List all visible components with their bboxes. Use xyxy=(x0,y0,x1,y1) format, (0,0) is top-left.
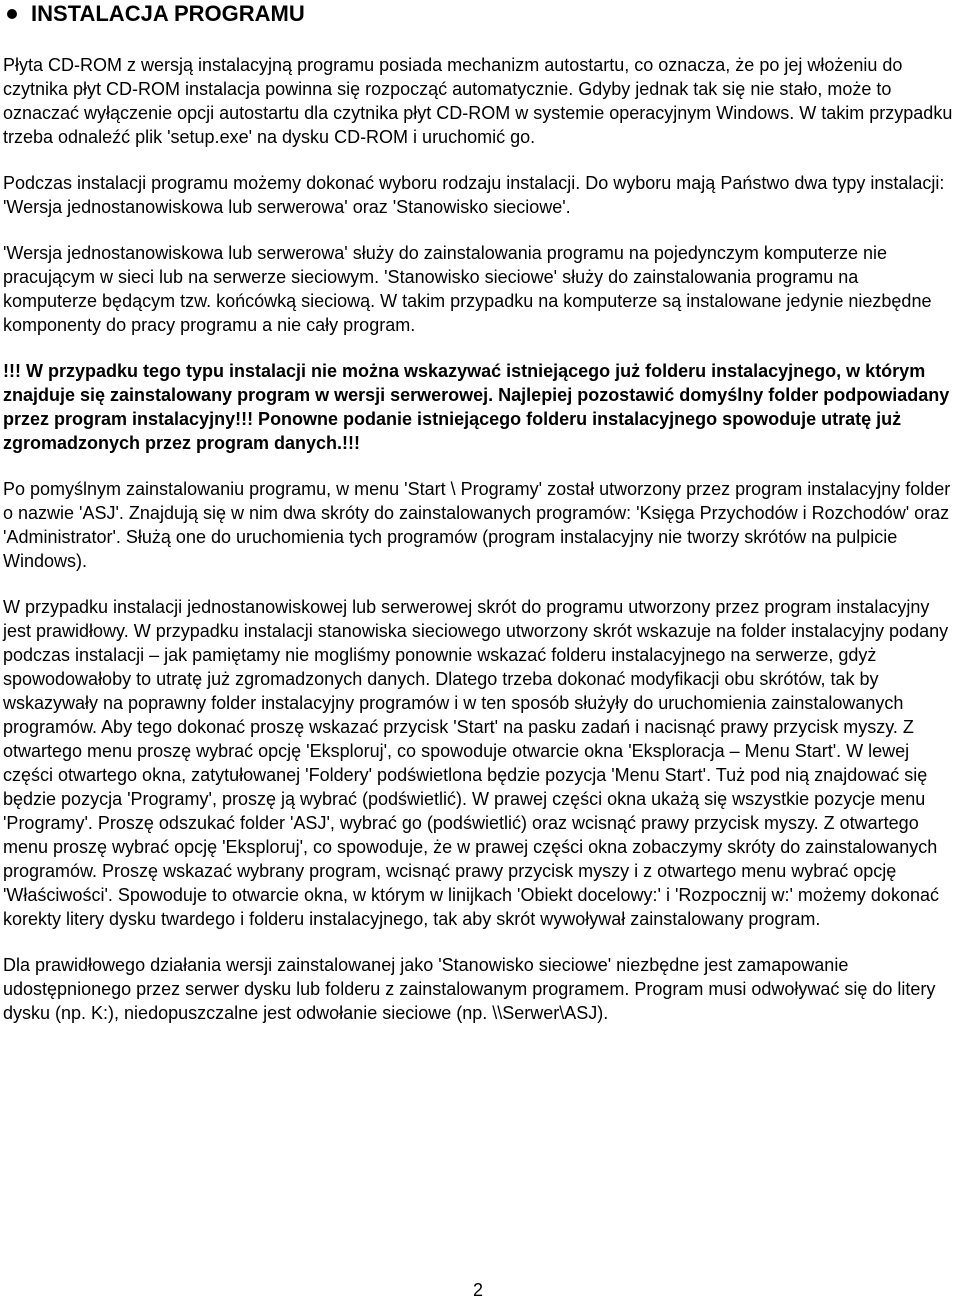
section-heading-text: INSTALACJA PROGRAMU xyxy=(31,1,305,26)
paragraph-install-type: Podczas instalacji programu możemy dokonać wyboru rodzaju instalacji. Do wyboru mają Państwo dwa typy instalacji: 'Wersja jednostanowiskowa lub serwerowa' oraz 'Stanowisko sieciowe'. xyxy=(3,173,945,217)
section-heading xyxy=(3,1,953,27)
paragraph-start-menu: Po pomyślnym zainstalowaniu programu, w menu 'Start \ Programy' został utworzony przez program instalacyjny folder o nazwie 'ASJ'. Znajdują się w nim dwa skróty do zainstalowanych programów: 'Księga Przychodów i Rozchodów' oraz 'Administrator'. Służą one do uruchomienia tych programów (program instalacyjny nie tworzy skrótów na pulpicie Windows). xyxy=(3,479,951,571)
page-number: 2 xyxy=(473,1280,484,1300)
document-page xyxy=(3,0,953,1025)
paragraph-shortcut-fix: W przypadku instalacji jednostanowiskowej lub serwerowej skrót do programu utworzony przez program instalacyjny jest prawidłowy. W przypadku instalacji stanowiska sieciowego utworzony skrót wskazuje na folder instalacyjny podany podczas instalacji – jak pamiętamy nie mogliśmy ponownie wskazać folderu instalacyjnego na serwerze, gdyż spowodowałoby to utratę już zgromadzonych danych. Dlatego trzeba dokonać modyfikacji obu skrótów, tak by wskazywały na poprawny folder instalacyjny programów i w ten sposób służyły do uruchomienia zainstalowanych programów. Aby tego dokonać proszę wskazać przycisk 'Start' na pasku zadań i nacisnąć prawy przycisk myszy. Z otwartego menu proszę wybrać opcję 'Eksploruj', co spowoduje otwarcie okna 'Eksploracja – Menu Start'. W lewej części otwartego okna, zatytułowanej 'Foldery' podświetlona będzie pozycja 'Menu Start'. Tuż pod nią znajdować się będzie pozycja 'Programy', proszę ją wybrać (podświetlić). W prawej części okna ukażą się wszystkie pozycje menu 'Programy'. Proszę odszukać folder 'ASJ', wybrać go (podświetlić) oraz wcisnąć prawy przycisk myszy. Z otwartego menu proszę wybrać opcję 'Eksploruj', co spowoduje, że w prawej części okna zobaczymy skróty do zainstalowanych programów. Proszę wskazać wybrany program, wcisnąć prawy przycisk myszy i z otwartego menu wybrać opcję 'Właściwości'. Spowoduje to otwarcie okna, w którym w linijkach 'Obiekt docelowy:' i 'Rozpocznij w:' możemy dokonać korekty litery dysku twardego i folderu instalacyjnego, tak aby skrót wywoływał zainstalowany program. xyxy=(3,597,949,929)
bullet-icon xyxy=(7,9,17,19)
paragraph-warning: !!! W przypadku tego typu instalacji nie można wskazywać istniejącego już folderu instalacyjnego, w którym znajduje się zainstalowany program w wersji serwerowej. Najlepiej pozostawić domyślny folder podpowiadany przez program instalacyjny!!! Ponowne podanie istniejącego folderu instalacyjnego spowoduje utratę już zgromadzonych przez program danych.!!! xyxy=(3,361,950,453)
paragraph-network-mapping: Dla prawidłowego działania wersji zainstalowanej jako 'Stanowisko sieciowe' niezbędne jest zamapowanie udostępnionego przez serwer dysku lub folderu z zainstalowanym programem. Program musi odwoływać się do litery dysku (np. K:), niedopuszczalne jest odwołanie sieciowe (np. \\Serwer\ASJ). xyxy=(3,955,936,1023)
paragraph-install-variants: 'Wersja jednostanowiskowa lub serwerowa' służy do zainstalowania programu na pojedynczym komputerze nie pracującym w sieci lub na serwerze sieciowym. 'Stanowisko sieciowe' służy do zainstalowania programu na komputerze będącym tzw. końcówką sieciową. W takim przypadku na komputerze są instalowane jedynie niezbędne komponenty do pracy programu a nie cały program. xyxy=(3,243,932,335)
paragraph-autostart: Płyta CD-ROM z wersją instalacyjną programu posiada mechanizm autostartu, co oznacza, że po jej włożeniu do czytnika płyt CD-ROM instalacja powinna się rozpocząć automatycznie. Gdyby jednak tak się nie stało, może to oznaczać wyłączenie opcji autostartu dla czytnika płyt CD-ROM w systemie operacyjnym Windows. W takim przypadku trzeba odnaleźć plik 'setup.exe' na dysku CD-ROM i uruchomić go. xyxy=(3,55,953,147)
